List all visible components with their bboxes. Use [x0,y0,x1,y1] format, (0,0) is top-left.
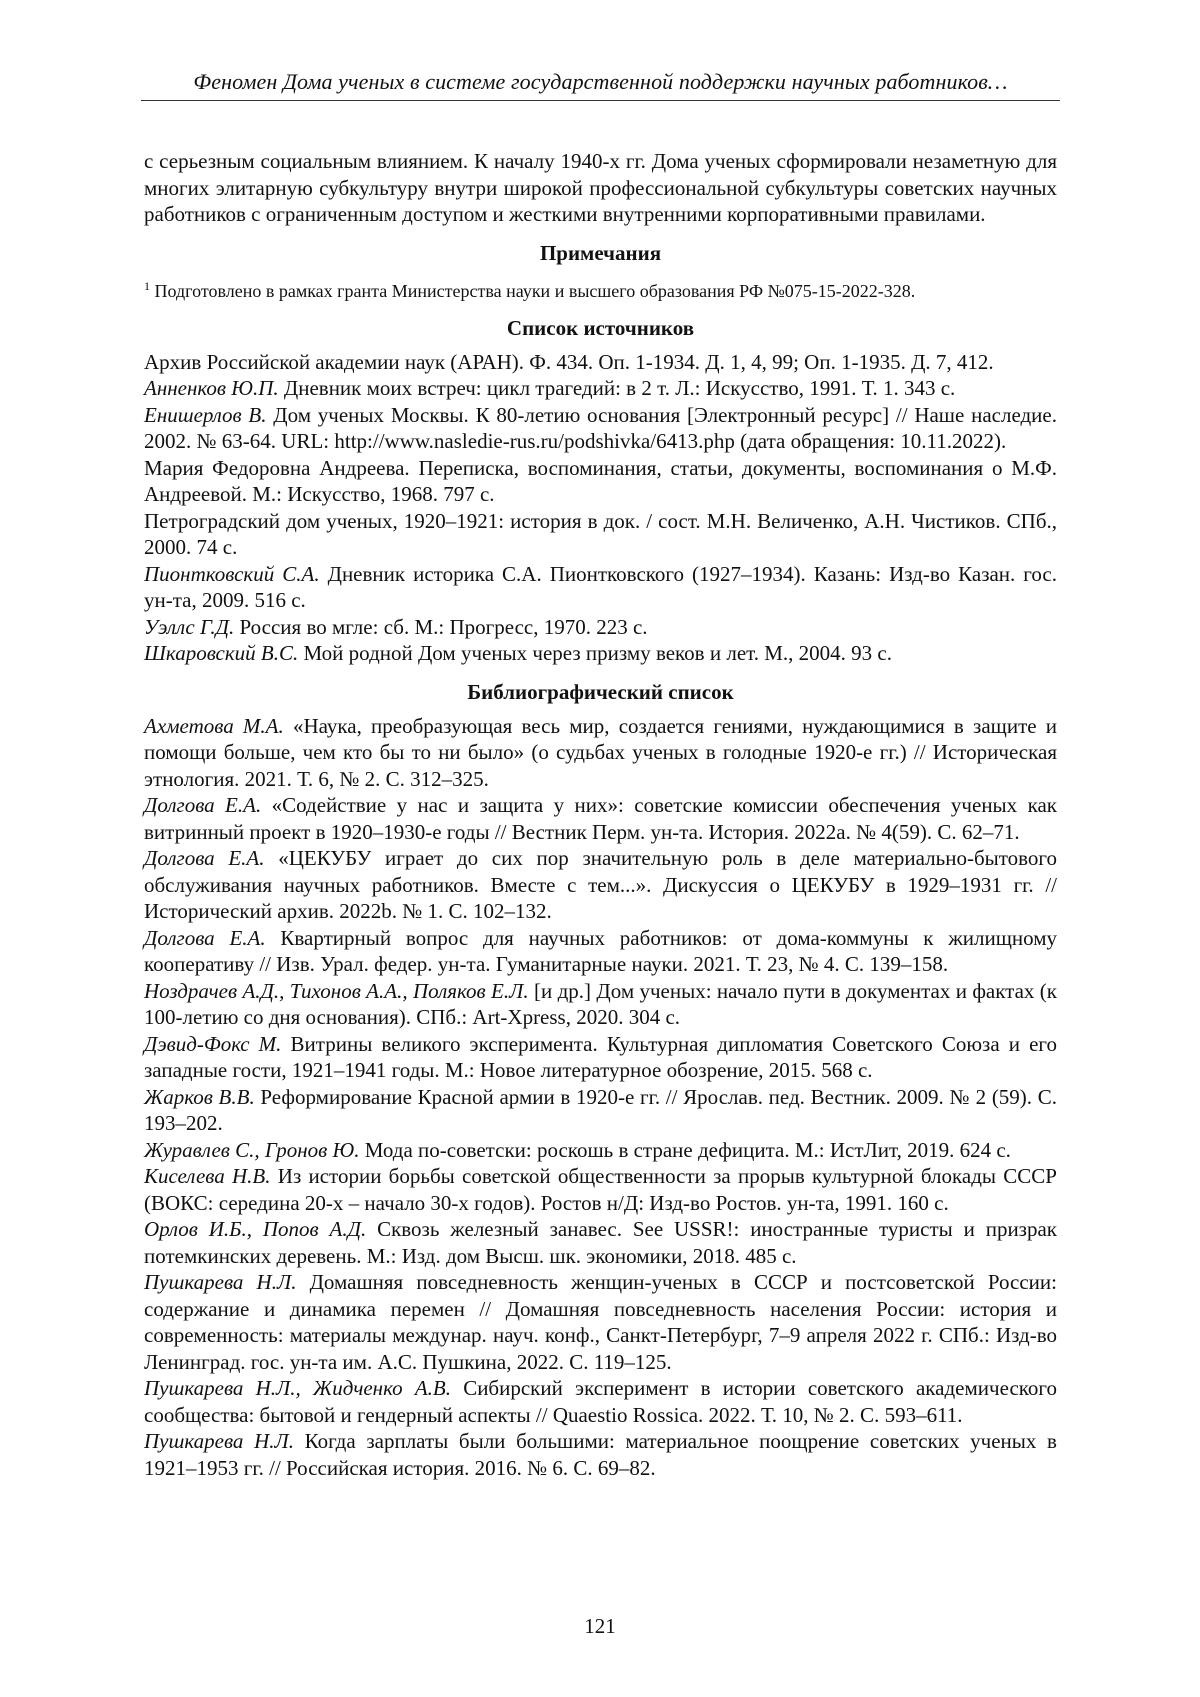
bibliography-heading: Библиографический список [144,679,1057,705]
notes-heading: Примечания [144,240,1057,266]
reference-text: Дневник историка С.А. Пионтковского (1927–1934). Казань: Изд-во Казан. гос. ун-та, 2009. 516 с. [144,562,1057,613]
reference-entry [144,1428,1057,1481]
footnote-marker: 1 [144,279,150,293]
notes-list [144,274,1057,303]
running-header: Феномен Дома ученых в системе государственной поддержки научных работников… [141,68,1060,101]
reference-entry [144,845,1057,925]
reference-entry [144,614,1057,641]
reference-text: «ЦЕКУБУ играет до сих пор значительную роль в деле материально-бытового обслуживания научных работников. Вместе с тем...». Дискуссия о ЦЕКУБУ в 1929–1931 гг. // Исторический архив. 2022b. № 1. С. 102–132. [144,846,1057,923]
reference-text: Реформирование Красной армии в 1920-е гг. // Ярослав. пед. Вестник. 2009. № 2 (59). С. 193–202. [144,1085,1057,1136]
reference-text: [и др.] Дом ученых: начало пути в документах и фактах (к 100-летию со дня основания). СПб.: Art-Xpress, 2020. 304 с. [144,979,1057,1030]
reference-author: Долгова Е.А. [144,846,265,870]
reference-author: Пионтковский С.А. [144,562,320,586]
reference-entry [144,1163,1057,1216]
reference-author: Жарков В.В. [144,1085,255,1109]
reference-entry [144,349,1057,376]
intro-paragraph: с серьезным социальным влиянием. К началу 1940-х гг. Дома ученых сформировали незаметную для многих элитарную субкультуру внутри широкой профессиональной субкультуры советских научных работников с ограниченным доступом и жесткими внутренними корпоративными правилами. [144,148,1057,228]
reference-text: Мой родной Дом ученых через призму веков и лет. М., 2004. 93 с. [298,641,892,665]
reference-text: Дом ученых Москвы. К 80-летию основания [Электронный ресурс] // Наше наследие. 2002. № 63-64. URL: http://www.nasledie-rus.ru/podshivka/6413.php (дата обращения: 10.11.2022). [144,403,1057,454]
reference-author: Уэллс Г.Д. [144,615,234,639]
reference-entry [144,375,1057,402]
reference-entry [144,1137,1057,1164]
sources-list [144,349,1057,667]
page-content [144,148,1057,1481]
reference-entry [144,640,1057,667]
reference-author: Пушкарева Н.Л. [144,1429,294,1453]
reference-text: Витрины великого эксперимента. Культурная дипломатия Советского Союза и его западные гости, 1921–1941 годы. М.: Новое литературное обозрение, 2015. 568 с. [144,1032,1057,1083]
page-number: 121 [0,1614,1200,1639]
reference-author: Киселева Н.В. [144,1164,271,1188]
reference-text: Мария Федоровна Андреева. Переписка, воспоминания, статьи, документы, воспоминания о М.Ф. Андреевой. М.: Искусство, 1968. 797 с. [144,456,1057,507]
reference-text: Квартирный вопрос для научных работников: от дома-коммуны к жилищному кооперативу // Изв. Урал. федер. ун-та. Гуманитарные науки. 2021. Т. 23, № 4. С. 139–158. [144,926,1057,977]
reference-entry [144,1031,1057,1084]
bibliography-list [144,713,1057,1482]
reference-author: Журавлев С., Гронов Ю. [144,1138,359,1162]
reference-entry [144,1216,1057,1269]
reference-text: Когда зарплаты были большими: материальное поощрение советских ученых в 1921–1953 гг. // Российская история. 2016. № 6. С. 69–82. [144,1429,1057,1480]
reference-author: Дэвид-Фокс М. [144,1032,281,1056]
reference-text: Архив Российской академии наук (АРАН). Ф. 434. Оп. 1-1934. Д. 1, 4, 99; Оп. 1-1935. Д. 7, 412. [144,350,994,374]
reference-author: Ноздрачев А.Д., Тихонов А.А., Поляков Е.Л. [144,979,529,1003]
footnote [144,274,1057,303]
reference-entry [144,1084,1057,1137]
reference-text: Дневник моих встреч: цикл трагедий: в 2 т. Л.: Искусство, 1991. Т. 1. 343 с. [279,376,956,400]
reference-text: «Содействие у нас и защита у них»: советские комиссии обеспечения ученых как витринный проект в 1920–1930-е годы // Вестник Перм. ун-та. История. 2022a. № 4(59). С. 62–71. [144,793,1057,844]
reference-entry [144,713,1057,793]
reference-entry [144,925,1057,978]
reference-author: Пушкарева Н.Л., Жидченко А.В. [144,1376,451,1400]
reference-entry [144,978,1057,1031]
reference-author: Долгова Е.А. [144,793,261,817]
reference-entry [144,402,1057,455]
reference-author: Шкаровский В.С. [144,641,298,665]
reference-entry [144,455,1057,508]
sources-heading: Список источников [144,315,1057,341]
reference-entry [144,508,1057,561]
reference-author: Ахметова М.А. [144,714,284,738]
reference-author: Анненков Ю.П. [144,376,279,400]
reference-text: Сквозь железный занавес. See USSR!: иностранные туристы и призрак потемкинских деревень. М.: Изд. дом Высш. шк. экономики, 2018. 485 с. [144,1217,1057,1268]
reference-text: Сибирский эксперимент в истории советского академического сообщества: бытовой и гендерный аспекты // Quaestio Rossica. 2022. Т. 10, № 2. С. 593–611. [144,1376,1057,1427]
reference-author: Пушкарева Н.Л. [144,1270,296,1294]
reference-text: «Наука, преобразующая весь мир, создается гениями, нуждающимися в защите и помощи больше, чем кто бы то ни было» (о судьбах ученых в голодные 1920-е гг.) // Историческая этнология. 2021. Т. 6, № 2. С. 312–325. [144,714,1057,791]
reference-entry [144,792,1057,845]
reference-author: Долгова Е.А. [144,926,266,950]
reference-text: Мода по-советски: роскошь в стране дефицита. М.: ИстЛит, 2019. 624 с. [359,1138,1010,1162]
reference-entry [144,1269,1057,1375]
footnote-text: Подготовлено в рамках гранта Министерства науки и высшего образования РФ №075-15-2022-328. [150,281,915,301]
reference-entry [144,1375,1057,1428]
reference-text: Домашняя повседневность женщин-ученых в СССР и постсоветской России: содержание и динамика перемен // Домашняя повседневность населения России: история и современность: материалы междунар. науч. конф., Санкт-Петербург, 7–9 апреля 2022 г. СПб.: Изд-во Ленинград. гос. ун-та им. А.С. Пушкина, 2022. С. 119–125. [144,1270,1057,1374]
reference-author: Орлов И.Б., Попов А.Д. [144,1217,366,1241]
reference-text: Россия во мгле: сб. М.: Прогресс, 1970. 223 с. [234,615,647,639]
reference-text: Петроградский дом ученых, 1920–1921: история в док. / сост. М.Н. Величенко, А.Н. Чистиков. СПб., 2000. 74 с. [144,509,1057,560]
reference-text: Из истории борьбы советской общественности за прорыв культурной блокады СССР (ВОКС: середина 20-х – начало 30-х годов). Ростов н/Д: Изд-во Ростов. ун-та, 1991. 160 с. [144,1164,1057,1215]
reference-author: Енишерлов В. [144,403,267,427]
reference-entry [144,561,1057,614]
